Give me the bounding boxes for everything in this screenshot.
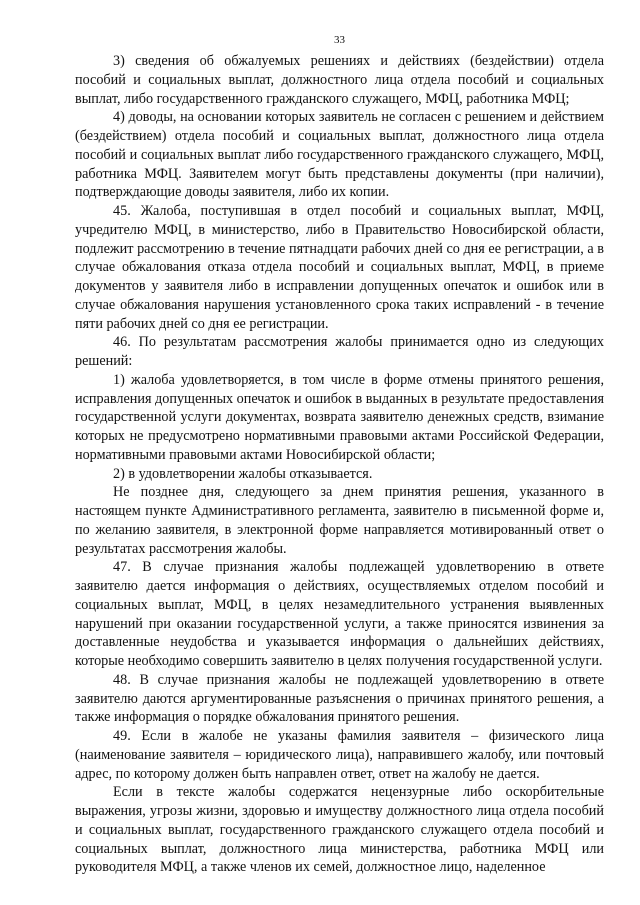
paragraph-clause-45: 45. Жалоба, поступившая в отдел пособий и социальных выплат, МФЦ, учредителю МФЦ, в министерство, либо в Правительство Новосибирской области, подлежит рассмотрению в течение пятнадцати рабочих дней со дня ее регистрации, а в случае обжалования отказа отдела пособий и социальных выплат, МФЦ, в приеме документов у заявителя либо в исправлении допущенных опечаток и ошибок или в случае обжалования нарушения установленного срока таких исправлений - в течение пяти рабочих дней со дня ее регистрации. (75, 203, 604, 332)
paragraph-decision-1: 1) жалоба удовлетворяется, в том числе в форме отмены принятого решения, исправления допущенных опечаток и ошибок в выданных в результате предоставления государственной услуги документах, возврата заявителю денежных средств, взимание которых не предусмотрено нормативными правовыми актами Российской Федерации, нормативными правовыми актами Новосибирской области; (75, 371, 604, 463)
paragraph-obscene-content: Если в тексте жалобы содержатся нецензурные либо оскорбительные выражения, угрозы жизни, здоровью и имуществу должностного лица отдела пособий и социальных выплат, государственного гражданского служащего отдела пособий и социальных выплат, должностного лица министерства, работника МФЦ или руководителя МФЦ, а также членов их семей, должностное лицо, наделенное (75, 784, 604, 876)
document-body (75, 52, 604, 877)
paragraph-clause-47: 47. В случае признания жалобы подлежащей удовлетворению в ответе заявителю дается информация о действиях, осуществляемых отделом пособий и социальных выплат, МФЦ, в целях незамедлительного устранения выявленных нарушений при оказании государственной услуги, а также приносятся извинения за доставленные неудобства и указывается информация о дальнейших действиях, которые необходимо совершить заявителю в целях получения государственной услуги. (75, 559, 604, 669)
paragraph-clause-46: 46. По результатам рассмотрения жалобы принимается одно из следующих решений: (75, 334, 604, 369)
paragraph-response-deadline: Не позднее дня, следующего за днем принятия решения, указанного в настоящем пункте Административного регламента, заявителю в письменной форме и, по желанию заявителя, в электронной форме направляется мотивированный ответ о результатах рассмотрения жалобы. (75, 484, 604, 557)
paragraph-clause-48: 48. В случае признания жалобы не подлежащей удовлетворению в ответе заявителю даются аргументированные разъяснения о причинах принятого решения, а также информация о порядке обжалования принятого решения. (75, 671, 604, 726)
paragraph-item-4: 4) доводы, на основании которых заявитель не согласен с решением и действием (бездействием) отдела пособий и социальных выплат, должностного лица отдела пособий и социальных выплат либо государственного гражданского служащего, МФЦ, работника МФЦ. Заявителем могут быть представлены документы (при наличии), подтверждающие доводы заявителя, либо их копии. (75, 109, 604, 201)
page-number: 33 (334, 34, 345, 46)
paragraph-clause-49: 49. Если в жалобе не указаны фамилия заявителя – физического лица (наименование заявителя – юридического лица), направившего жалобу, или почтовый адрес, по которому должен быть направлен ответ, ответ на жалобу не дается. (75, 728, 604, 782)
paragraph-item-3: 3) сведения об обжалуемых решениях и действиях (бездействии) отдела пособий и социальных выплат, должностного лица отдела пособий и социальных выплат, либо государственного гражданского служащего, МФЦ, работника МФЦ; (75, 53, 604, 107)
paragraph-decision-2: 2) в удовлетворении жалобы отказывается. (113, 465, 373, 482)
